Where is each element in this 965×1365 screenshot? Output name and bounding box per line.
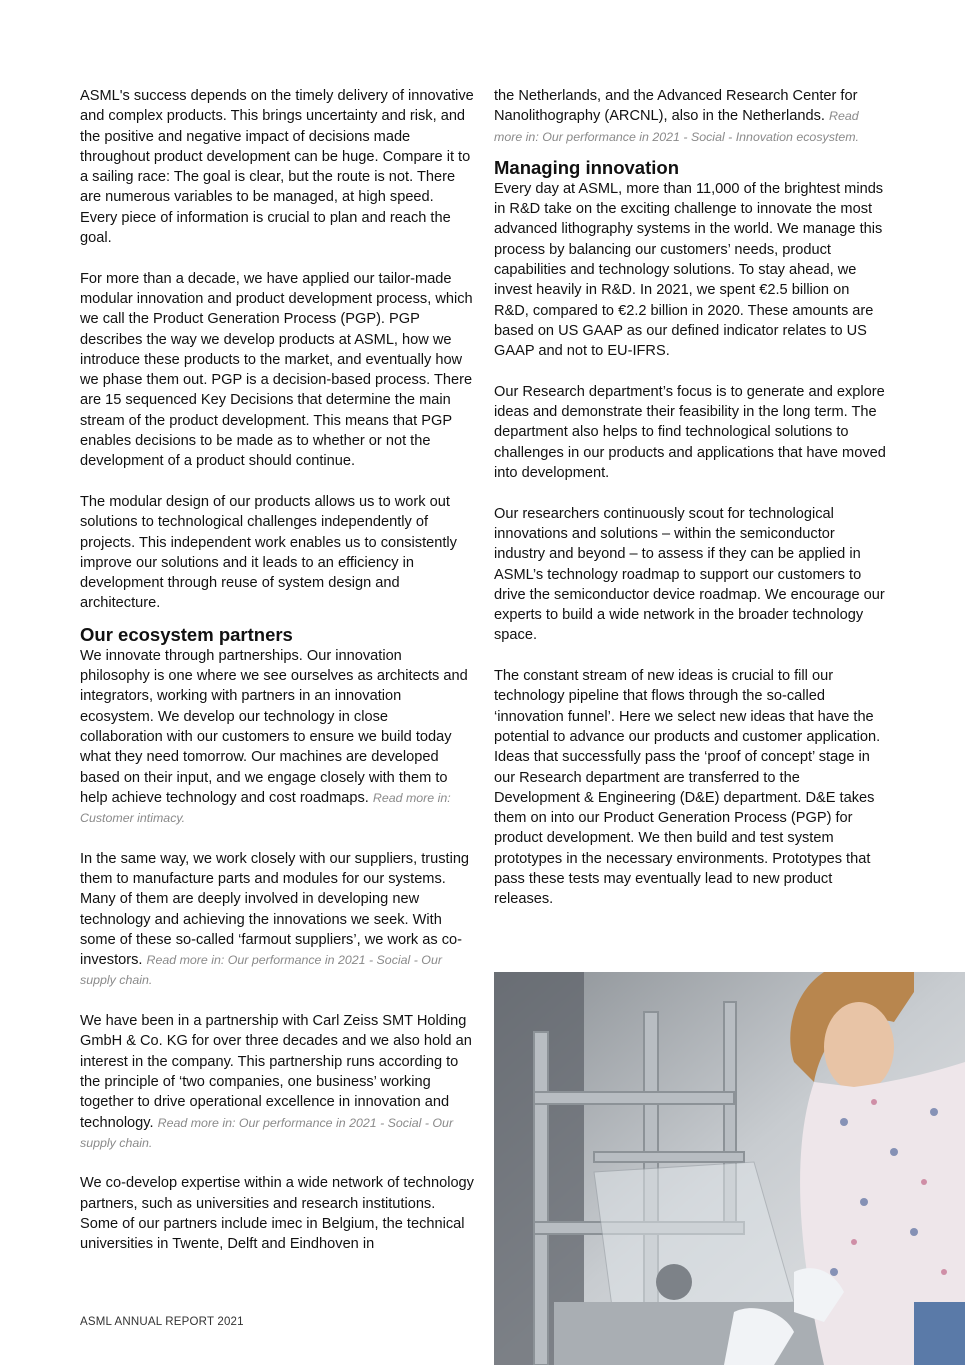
read-more-link[interactable]: Read more in: Our performance in 2021 - Social - Our supply chain. — [80, 953, 442, 988]
paragraph: For more than a decade, we have applied our tailor-made modular innovation and product development process, which we call the Product Generation Process (PGP). PGP describes the way we develop products at ASML, how we introduce these products to the market, and eventually how we phase them out. PGP is a decision-based process. There are 15 sequenced Key Decisions that determine the main stream of the product development. This means that PGP enables decisions to be made as to whether or not the development of a product should continue. — [80, 270, 473, 470]
page-footer: ASML ANNUAL REPORT 2021 — [80, 1316, 244, 1328]
paragraph — [80, 1011, 474, 1153]
paragraph-text: We have been in a partnership with Carl Zeiss SMT Holding GmbH & Co. KG for over three decades and we also hold an interest in the company. This partnership runs according to the principle of ‘two companies, one business’ working together to drive operational excellence in innovation and technology. — [80, 1013, 472, 1131]
left-column — [80, 86, 474, 1275]
read-more-link[interactable]: Read more in: Our performance in 2021 - Social - Innovation ecosystem. — [494, 109, 860, 144]
paragraph: Every day at ASML, more than 11,000 of the brightest minds in R&D take on the exciting challenge to innovate the most advanced lithography systems in the world. We manage this process by balancing our customers’ needs, product capabilities and technology solutions. To stay ahead, we invest heavily in R&D. In 2021, we spent €2.5 billion on R&D, compared to €2.2 billion in 2020. These amounts are based on US GAAP as our defined indicator relates to US GAAP and not to EU-IFRS. — [494, 180, 884, 360]
section-heading-managing-innovation: Managing innovation — [494, 156, 679, 178]
section-heading-ecosystem-partners: Our ecosystem partners — [80, 623, 293, 645]
paragraph: Our researchers continuously scout for technological innovations and solutions – within the semiconductor industry and beyond – to assess if they can be applied in ASML’s technology roadmap to support our customers to drive the semiconductor device roadmap. We encourage our experts to build a wide network in the broader technology space. — [494, 505, 885, 644]
paragraph: ASML's success depends on the timely delivery of innovative and complex products. This brings uncertainty and risk, and the positive and negative impact of decisions made throughout product development can be huge. Compare it to a sailing race: The goal is clear, but the route is not. There are numerous variables to be managed, at high speed. Every piece of information is crucial to plan and reach the goal. — [80, 88, 474, 247]
right-column — [494, 86, 886, 930]
lab-photo — [494, 972, 965, 1365]
paragraph: Our Research department’s focus is to generate and explore ideas and demonstrate their feasibility in the long term. The department also helps to find technological solutions to challenges in our products and applications that have moved into development. — [494, 383, 886, 482]
paragraph — [80, 646, 474, 829]
paragraph-text: In the same way, we work closely with our suppliers, trusting them to manufacture parts and modules for our systems. Many of them are deeply involved in developing new technology and achieving the innovations we seek. With some of these so-called ‘farmout suppliers’, we work as co-investors. — [80, 850, 470, 969]
read-more-link[interactable]: Read more in: Our performance in 2021 - Social - Our supply chain. — [80, 1115, 454, 1150]
photo-illustration — [494, 972, 965, 1365]
paragraph: The constant stream of new ideas is crucial to fill our technology pipeline that flows through the so-called ‘innovation funnel’. Here we select new ideas that have the potential to advance our products and customer application. Ideas that successfully pass the ‘proof of concept’ stage in our Research department are transferred to the Development & Engineering (D&E) department. D&E takes them on into our Product Generation Process (PGP) for product development. We then build and test system prototypes in the necessary environments. Prototypes that pass these tests may eventually lead to new product releases. — [494, 668, 881, 908]
paragraph: We co-develop expertise within a wide network of technology partners, such as universities and research institutions. Some of our partners include imec in Belgium, the technical universities in Twente, Delft and Eindhoven in — [80, 1175, 474, 1253]
paragraph-text: the Netherlands, and the Advanced Research Center for Nanolithography (ARCNL), also in the Netherlands. — [494, 88, 858, 125]
read-more-link[interactable]: Read more in: Customer intimacy. — [80, 790, 451, 826]
paragraph — [80, 849, 474, 991]
paragraph: The modular design of our products allows us to work out solutions to technological challenges independently of projects. This independent work enables us to consistently improve our solutions and it leads to an efficiency in development through reuse of system design and architecture. — [80, 493, 457, 612]
paragraph-text: We innovate through partnerships. Our innovation philosophy is one where we see ourselves as architects and integrators, working with partners in an innovation ecosystem. We develop our technology in close collaboration with our customers to ensure we build today what they need tomorrow. Our machines are developed based on their input, and we engage closely with them to help achieve technology and cost roadmaps. — [80, 647, 468, 806]
paragraph — [494, 86, 886, 147]
